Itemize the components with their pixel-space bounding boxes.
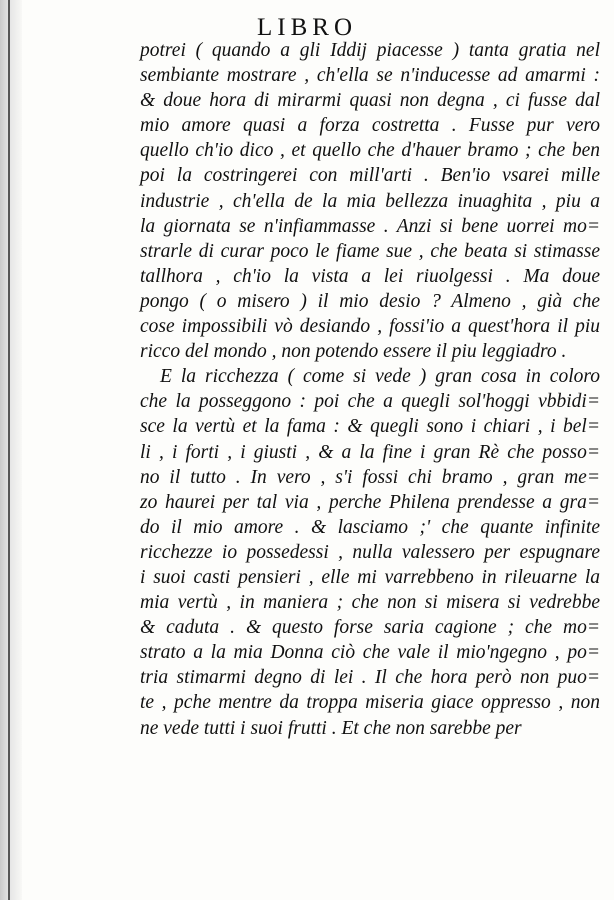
text-line: quello ch'io dico , et quello che d'hauer bramo ; che ben — [140, 140, 600, 162]
text-line: sembiante mostrare , ch'ella se n'inducesse ad amarmi : — [140, 65, 600, 87]
text-line: poi la costringerei con mill'arti . Ben'io vsarei mille — [140, 165, 600, 187]
text-line: cose impossibili vò desiando , fossi'io a quest'hora il piu — [140, 316, 600, 338]
text-line: mia vertù , in maniera ; che non si misera si vedrebbe — [140, 592, 600, 614]
text-line: potrei ( quando a gli Iddij piacesse ) tanta gratia nel — [140, 40, 600, 61]
text-line: strato a la mia Donna ciò che vale il mio'ngegno , po= — [140, 642, 600, 664]
running-title: LIBRO — [257, 14, 357, 41]
text-line: zo haurei per tal via , perche Philena prendesse a gra= — [140, 491, 600, 513]
text-line: do il mio amore . & lasciamo ;' che quante infinite — [140, 516, 600, 538]
text-line: sce la vertù et la fama : & quegli sono i chiari , i bel= — [140, 416, 600, 438]
text-line: no il tutto . In vero , s'i fossi chi bramo , gran me= — [140, 466, 600, 488]
text-line: E la ricchezza ( come si vede ) gran cosa in coloro — [160, 366, 600, 388]
text-line: tria stimarmi degno di lei . Il che hora però non puo= — [140, 667, 600, 689]
page-edge — [8, 0, 10, 900]
body-text — [140, 38, 600, 741]
text-line: ricchezze io possedessi , nulla valessero per espugnare — [140, 541, 600, 563]
text-line: & caduta . & questo forse saria cagione ; che mo= — [140, 617, 600, 639]
text-line: tallhora , ch'io la vista a lei riuolgessi . Ma doue — [140, 265, 600, 287]
text-line: li , i forti , i giusti , & a la fine i gran Rè che posso= — [140, 441, 600, 463]
text-line: ricco del mondo , non potendo essere il piu leggiadro . — [140, 341, 567, 363]
text-line: & doue hora di mirarmi quasi non degna , ci fusse dal — [140, 90, 600, 112]
text-line: te , pche mentre da troppa miseria giace oppresso , non — [140, 692, 600, 714]
binding-shadow — [0, 0, 22, 900]
text-line: che la posseggono : poi che a quegli sol'hoggi vbbidi= — [140, 391, 600, 413]
text-line: pongo ( o misero ) il mio desio ? Almeno , già che — [140, 290, 600, 312]
text-line: la giornata se n'infiammasse . Anzi si bene uorrei mo= — [140, 215, 600, 237]
text-line: i suoi casti pensieri , elle mi varrebbeno in rileuarne la — [140, 566, 600, 588]
text-line: mio amore quasi a forza costretta . Fusse pur vero — [140, 115, 600, 137]
text-line: industrie , ch'ella de la mia bellezza inuaghita , piu a — [140, 190, 600, 212]
text-line: ne vede tutti i suoi frutti . Et che non sarebbe per — [140, 717, 522, 739]
text-line: strarle di curar poco le fiame sue , che beata si stimasse — [140, 240, 600, 262]
